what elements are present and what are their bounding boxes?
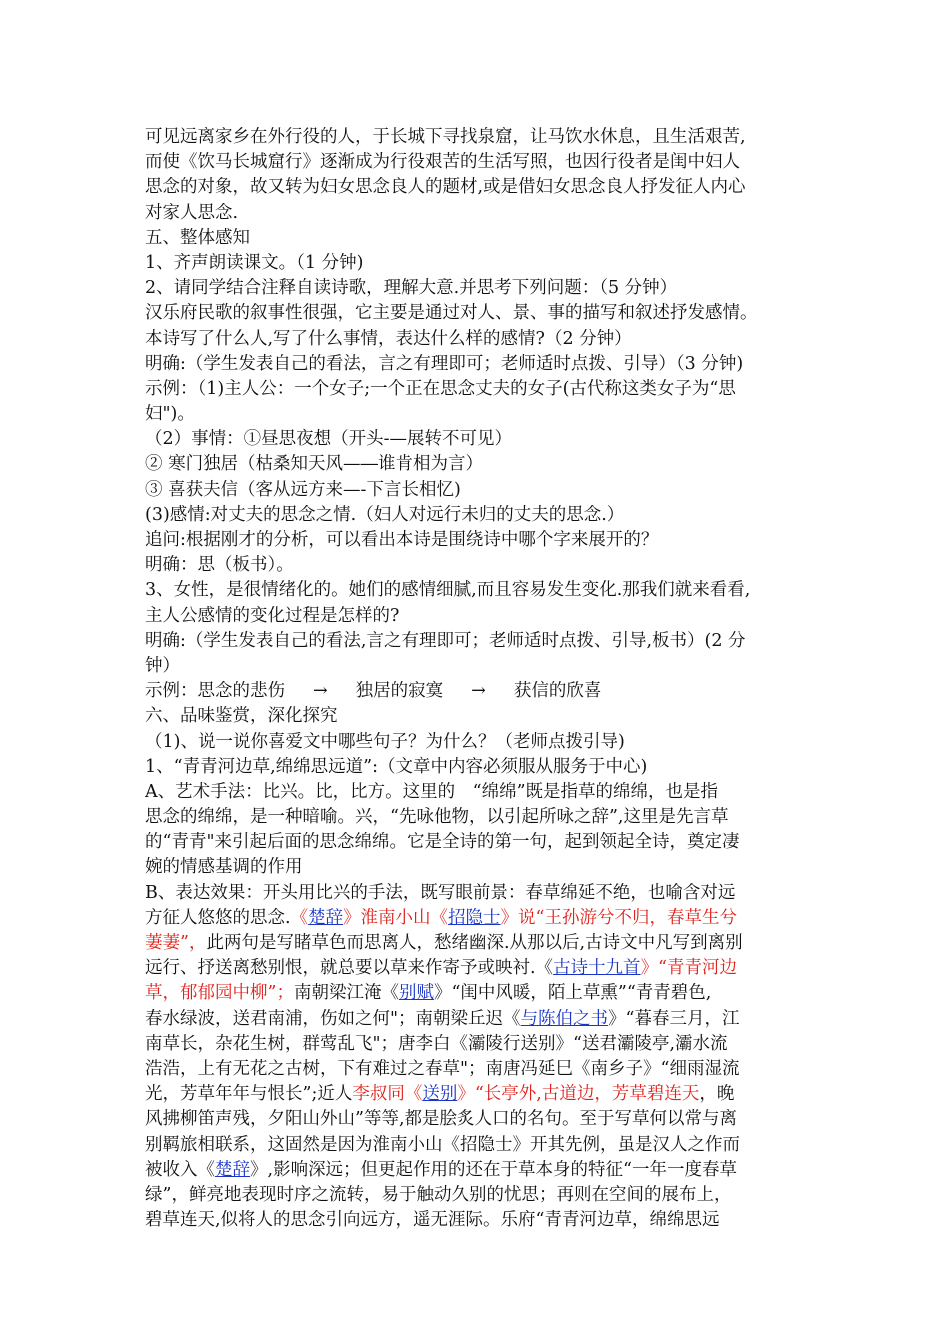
text-segment: 别羁旅相联系，这固然是因为淮南小山《招隐士》开其先例，虽是汉人之作而 [145, 1134, 740, 1155]
text-line [145, 931, 816, 956]
text-segment: 示例：思念的悲伤 [145, 681, 285, 702]
highlighted-quote: 》淮南小山《 [343, 907, 449, 928]
text-segment: 思念的对象，故又转为妇女思念良人的题材,或是借妇女思念良人抒发征人内心 [145, 177, 746, 198]
text-segment: 光，芳草年年与恨长”;近人 [145, 1084, 353, 1105]
text-line [145, 578, 816, 603]
text-line [145, 1107, 816, 1132]
text-segment: 2、请同学结合注释自读诗歌，理解大意.并思考下列问题：（5 分钟） [145, 278, 678, 299]
text-line [145, 478, 816, 503]
text-line [145, 956, 816, 981]
text-segment: 而使《饮马长城窟行》逐渐成为行役艰苦的生活写照，也因行役者是闺中妇人 [145, 152, 740, 173]
text-segment: 示例：（1)主人公：一个女子;一个正在思念丈夫的女子(古代称这类女子为“思 [145, 378, 736, 399]
text-segment: 南草长，杂花生树，群莺乱飞"；唐李白《灞陵行送别》“送君灞陵亭,灞水流 [145, 1033, 728, 1054]
text-segment: 六、品味鉴赏，深化探究 [145, 706, 338, 727]
text-line [145, 276, 816, 301]
text-line [145, 452, 816, 477]
text-segment: 主人公感情的变化过程是怎样的? [145, 605, 400, 626]
text-segment: 思念的绵绵，是一种暗喻。兴，“先咏他物，以引起所咏之辞”,这里是先言草 [145, 807, 729, 828]
hyperlink[interactable]: 楚辞 [215, 1159, 250, 1180]
text-line [145, 1082, 816, 1107]
text-segment: （1)、说一说你喜爱文中哪些句子？为什么？（老师点拨引导) [145, 731, 625, 752]
highlighted-quote: 》“长亭外,古道边，芳草碧连天 [457, 1084, 700, 1105]
text-segment: （2）事情：①昼思夜想（开头-—展转不可见） [145, 429, 513, 450]
text-segment: → [313, 681, 328, 702]
text-line [145, 1158, 816, 1183]
text-line [145, 528, 816, 553]
text-line [145, 906, 816, 931]
text-line [145, 352, 816, 377]
text-segment: 的“青青"来引起后面的思念绵绵。它是全诗的第一句，起到领起全诗，奠定凄 [145, 832, 740, 853]
text-line [145, 730, 816, 755]
text-segment: 明确:（学生发表自己的看法,言之有理即可；老师适时点拨、引导,板书）(2 分 [145, 630, 746, 651]
text-segment: (3)感情:对丈夫的思念之情.（妇人对远行未归的丈夫的思念.） [145, 504, 625, 525]
hyperlink[interactable]: 送别 [422, 1084, 458, 1105]
text-line [145, 175, 816, 200]
text-line [145, 755, 816, 780]
highlighted-quote: 萋萋”， [145, 933, 207, 953]
text-line [145, 1208, 816, 1233]
hyperlink[interactable]: 招隐士 [448, 907, 501, 928]
text-segment: 追问:根据刚才的分析，可以看出本诗是围绕诗中哪个字来展开的？ [145, 530, 659, 550]
text-body [145, 125, 816, 1233]
text-segment: 五、整体感知 [145, 227, 250, 248]
text-line [145, 201, 816, 226]
text-segment: 获信的欣喜 [513, 681, 602, 702]
text-segment: 春水绿波，送君南浦，伤如之何"；南朝梁丘迟《 [145, 1008, 521, 1029]
text-segment: 婉的情感基调的作用 [145, 857, 303, 878]
text-segment: 被收入《 [145, 1159, 215, 1180]
text-segment: 浩浩，上有无花之古树，下有难过之春草"；南唐冯延巳《南乡子》“细雨湿流 [145, 1058, 740, 1079]
highlighted-quote: 李叔同《 [352, 1084, 423, 1105]
text-segment: 远行、抒送离愁别恨，就总要以草来作寄予或映衬.《 [145, 958, 554, 979]
highlighted-quote: 草，郁郁园中柳”； [145, 983, 294, 1004]
text-segment: 明确:（学生发表自己的看法，言之有理即可；老师适时点拨、引导）（3 分钟) [145, 353, 744, 374]
text-segment: 对家人思念. [145, 202, 239, 223]
text-line [145, 251, 816, 276]
text-segment: ，晚 [699, 1084, 735, 1105]
text-segment: 可见远离家乡在外行役的人，于长城下寻找泉窟，让马饮水休息，且生活艰苦, [145, 127, 746, 147]
text-segment: 3、女性，是很情绪化的。她们的感情细腻,而且容易发生变化.那我们就来看看, [145, 580, 751, 601]
text-segment: 南朝梁江淹《 [293, 983, 399, 1004]
highlighted-quote: 》“青青河边 [640, 958, 738, 979]
text-line [145, 805, 816, 830]
text-line [145, 1057, 816, 1082]
text-segment: 独居的寂寞 [355, 681, 444, 702]
text-line [145, 855, 816, 880]
text-segment: 妇")。 [145, 404, 195, 425]
text-segment: → [471, 681, 486, 702]
text-line [145, 629, 816, 654]
text-line [145, 1032, 816, 1057]
text-line [145, 327, 816, 352]
text-segment: 本诗写了什么人,写了什么事情，表达什么样的感情?（2 分钟） [145, 328, 632, 349]
text-line [145, 704, 816, 729]
text-segment: 方征人悠悠的思念. [145, 907, 291, 928]
text-segment: 风拂柳笛声残，夕阳山外山”等等,都是脍炙人口的名句。至于写草何以常与离 [145, 1109, 738, 1130]
text-segment: B、表达效果：开头用比兴的手法，既写眼前景：春草绵延不绝，也喻含对远 [145, 882, 736, 903]
text-line [145, 402, 816, 427]
text-line [145, 377, 816, 402]
hyperlink[interactable]: 别赋 [398, 983, 434, 1004]
text-segment: 》“闺中风暖，陌上草熏”“青青碧色, [433, 983, 712, 1004]
text-line [145, 427, 816, 452]
hyperlink[interactable]: 楚辞 [308, 907, 344, 928]
text-segment: 钟） [145, 655, 180, 676]
text-segment: 汉乐府民歌的叙事性很强，它主要是通过对人、景、事的描写和叙述抒发感情。 [145, 303, 758, 324]
text-segment: 1、“青青河边草,绵绵思远道”:（文章中内容必须服从服务于中心) [145, 756, 648, 777]
text-line [145, 780, 816, 805]
text-line [145, 226, 816, 251]
text-segment: 绿”，鲜亮地表现时序之流转，易于触动久别的忧思；再则在空间的展布上， [145, 1184, 732, 1205]
text-line [145, 1007, 816, 1032]
text-segment: 此两句是写睹草色而思离人，愁绪幽深.从那以后,古诗文中凡写到离别 [206, 933, 743, 953]
text-line [145, 881, 816, 906]
text-line [145, 1133, 816, 1158]
text-line [145, 503, 816, 528]
text-segment: ③ 喜获夫信（客从远方来—-下言长相忆) [145, 479, 461, 500]
text-line [145, 1183, 816, 1208]
text-line [145, 981, 816, 1006]
hyperlink[interactable]: 古诗十九首 [553, 958, 641, 979]
hyperlink[interactable]: 与陈伯之书 [520, 1008, 609, 1029]
highlighted-quote: 》说“王孙游兮不归，春草生兮 [500, 907, 738, 928]
highlighted-quote: 《 [290, 907, 309, 928]
text-segment: 明确：思（板书）。 [145, 555, 294, 576]
text-segment: A、艺术手法：比兴。比，比方。这里的 “绵绵”既是指草的绵绵，也是指 [145, 781, 719, 802]
text-segment: 》,影响深远；但更起作用的还在于草本身的特征“一年一度春草 [250, 1159, 738, 1180]
text-line [145, 654, 816, 679]
text-segment: 》“暮春三月，江 [608, 1008, 740, 1029]
text-segment: 1、齐声朗读课文。（1 分钟) [145, 252, 364, 273]
text-line [145, 830, 816, 855]
text-line [145, 679, 816, 704]
text-segment: 碧草连天,似将人的思念引向远方，遥无涯际。乐府“青青河边草，绵绵思远 [145, 1210, 720, 1231]
text-line [145, 150, 816, 175]
text-line [145, 301, 816, 326]
text-line [145, 604, 816, 629]
text-line [145, 553, 816, 578]
text-line [145, 125, 816, 150]
text-segment: ② 寒门独居（枯桑知天风—―谁肯相为言） [145, 454, 484, 475]
